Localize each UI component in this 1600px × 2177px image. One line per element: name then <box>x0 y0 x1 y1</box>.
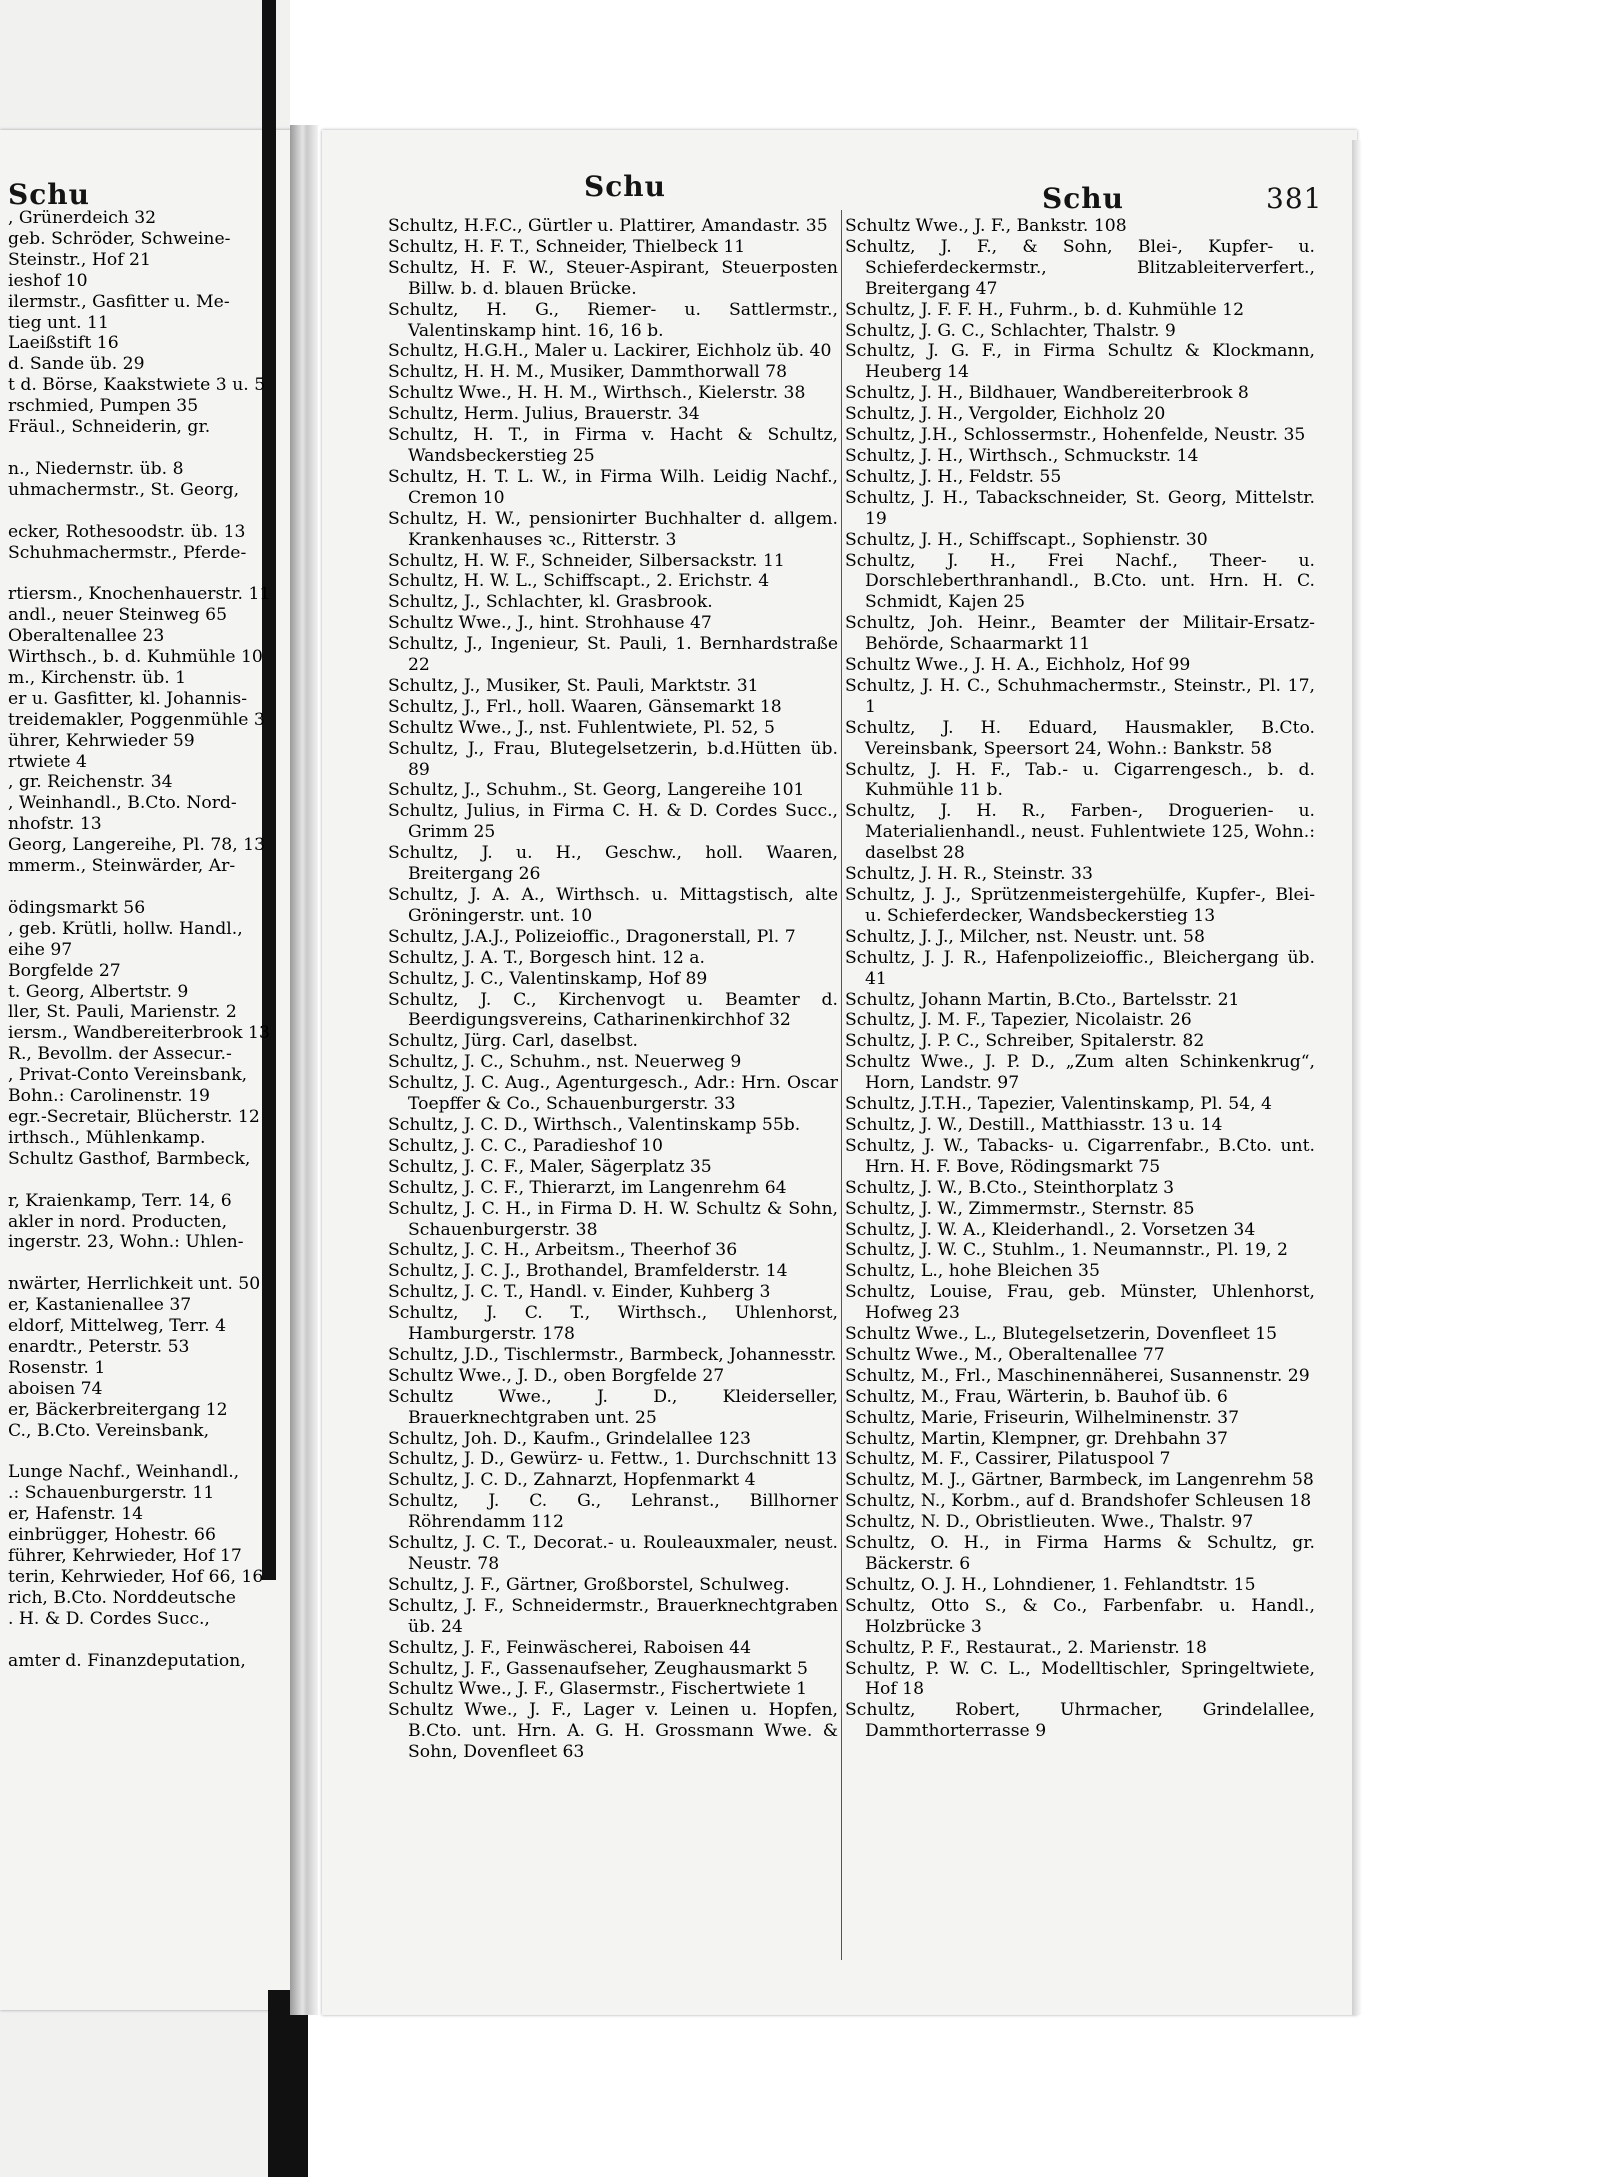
directory-entry: Schuhmachermstr., Pferde- <box>8 542 247 563</box>
directory-entry: d. Sande üb. 29 <box>8 354 145 375</box>
directory-entry: Schultz, J. F., Gassenaufseher, Zeughausmarkt 5 <box>388 1658 808 1679</box>
directory-entry: Schultz, J. C. T., Wirthsch., Uhlenhorst, Hamburgerstr. 178 <box>388 1303 838 1345</box>
directory-entry: mmerm., Steinwärder, Ar- <box>8 856 236 877</box>
directory-entry: ilermstr., Gasfitter u. Me- <box>8 291 230 312</box>
center-column-header: Schu <box>584 170 666 203</box>
directory-entry: Schultz Wwe., J., nst. Fuhlentwiete, Pl. 52, 5 <box>388 717 775 738</box>
directory-entry: Schultz, J. C. Aug., Agenturgesch., Adr.: Hrn. Oscar Toepffer & Co., Schauenburgerstr. 33 <box>388 1073 838 1115</box>
directory-entry: Schultz, J. F., Schneidermstr., Brauerknechtgraben üb. 24 <box>388 1595 838 1637</box>
directory-entry: Schultz, Martin, Klempner, gr. Drehbahn 37 <box>845 1428 1228 1449</box>
directory-entry: Schultz, M. F., Cassirer, Pilatuspool 7 <box>845 1449 1171 1470</box>
directory-entry: Schultz, J. G. C., Schlachter, Thalstr. 9 <box>845 320 1176 341</box>
directory-entry: Schultz, N., Korbm., auf d. Brandshofer Schleusen 18 <box>845 1491 1312 1512</box>
directory-entry: Schultz, Jürg. Carl, daselbst. <box>388 1031 638 1052</box>
directory-entry: geb. Schröder, Schweine- <box>8 228 231 249</box>
directory-entry: Schultz, J. F. F. H., Fuhrm., b. d. Kuhmühle 12 <box>845 299 1244 320</box>
directory-entry: Georg, Langereihe, Pl. 78, 13 <box>8 835 266 856</box>
directory-entry <box>8 438 300 459</box>
directory-entry: er, Hafenstr. 14 <box>8 1504 144 1525</box>
directory-entry: Schultz, Julius, in Firma C. H. & D. Cordes Succ., Grimm 25 <box>388 801 838 843</box>
directory-entry: Schultz, J.A.J., Polizeioffic., Dragonerstall, Pl. 7 <box>388 926 796 947</box>
directory-entry: Schultz, J. W. A., Kleiderhandl., 2. Vorsetzen 34 <box>845 1219 1256 1240</box>
directory-entry: Schultz, H. G., Riemer- u. Sattlermstr., Valentinskamp hint. 16, 16 b. <box>388 299 838 341</box>
directory-entry <box>8 1630 300 1651</box>
directory-entry: er, Bäckerbreitergang 12 <box>8 1399 228 1420</box>
directory-entry: Schultz, J., Schlachter, kl. Grasbrook. <box>388 592 713 613</box>
directory-entry: , geb. Krütli, hollw. Handl., <box>8 918 243 939</box>
directory-entry: Schultz, J. C. D., Zahnarzt, Hopfenmarkt 4 <box>388 1470 756 1491</box>
right-column <box>845 216 1315 1742</box>
column-divider <box>841 210 842 1960</box>
directory-entry: Schultz, Robert, Uhrmacher, Grindelallee, Dammthorterrasse 9 <box>845 1700 1315 1742</box>
directory-entry: ödingsmarkt 56 <box>8 897 146 918</box>
directory-entry: r, Kraienkamp, Terr. 14, 6 <box>8 1190 232 1211</box>
directory-entry: Schultz, J. W., Destill., Matthiasstr. 13 u. 14 <box>845 1114 1223 1135</box>
directory-entry: Schultz, Joh. D., Kaufm., Grindelallee 123 <box>388 1428 751 1449</box>
directory-entry: Schultz, J. A. T., Borgesch hint. 12 a. <box>388 947 705 968</box>
directory-entry: Schultz Wwe., J. F., Lager v. Leinen u. Hopfen, B.Cto. unt. Hrn. A. G. H. Grossmann Wwe. & Sohn, Dovenfleet 63 <box>388 1700 838 1763</box>
directory-entry: Schultz, J., Schuhm., St. Georg, Langereihe 101 <box>388 780 805 801</box>
directory-entry: enardtr., Peterstr. 53 <box>8 1336 190 1357</box>
book-spine-lower <box>268 1990 308 2177</box>
directory-entry: Schultz, H. W. F., Schneider, Silbersackstr. 11 <box>388 550 785 571</box>
directory-entry: Schultz, J. C. C., Paradieshof 10 <box>388 1135 663 1156</box>
directory-entry: Schultz, J. D., Gewürz- u. Fettw., 1. Durchschnitt 13 <box>388 1449 838 1470</box>
directory-entry: Schultz, H. W., pensionirter Buchhalter d. allgem. Krankenhauses ꝛc., Ritterstr. 3 <box>388 508 838 550</box>
directory-entry: Schultz, J. H., Frei Nachf., Theer- u. Dorschleberthranhandl., B.Cto. unt. Hrn. H. C. Schmidt, Kajen 25 <box>845 550 1315 613</box>
directory-entry: , gr. Reichenstr. 34 <box>8 772 173 793</box>
directory-entry: Schultz Wwe., J. H. A., Eichholz, Hof 99 <box>845 655 1191 676</box>
directory-entry: ührer, Kehrwieder 59 <box>8 730 195 751</box>
directory-entry <box>8 1170 300 1191</box>
directory-entry: Schultz, J. A. A., Wirthsch. u. Mittagstisch, alte Gröningerstr. unt. 10 <box>388 885 838 926</box>
middle-column <box>388 216 838 1763</box>
directory-entry: Schultz Wwe., J. P. D., „Zum alten Schinkenkrug“, Horn, Landstr. 97 <box>845 1052 1315 1094</box>
directory-entry: . H. & D. Cordes Succ., <box>8 1608 210 1629</box>
directory-entry: Schultz, L., hohe Bleichen 35 <box>845 1261 1100 1282</box>
directory-entry: er u. Gasfitter, kl. Johannis- <box>8 688 248 709</box>
directory-entry: iersm., Wandbereiterbrook 13 <box>8 1023 270 1044</box>
directory-entry: Schultz, J. H., Vergolder, Eichholz 20 <box>845 404 1166 425</box>
directory-entry: aboisen 74 <box>8 1378 103 1399</box>
directory-entry: Schultz, J., Frl., holl. Waaren, Gänsemarkt 18 <box>388 696 782 717</box>
directory-entry: rschmied, Pumpen 35 <box>8 396 199 417</box>
directory-entry: Schultz, J. C., Kirchenvogt u. Beamter d. Beerdigungsvereins, Catharinenkirchhof 32 <box>388 989 838 1031</box>
directory-entry: Schultz, J. C. T., Decorat.- u. Rouleauxmaler, neust. Neustr. 78 <box>388 1533 838 1574</box>
directory-entry: Schultz, J. C. T., Handl. v. Einder, Kuhberg 3 <box>388 1282 771 1303</box>
directory-entry: Schultz, J. H. R., Farben-, Droguerien- u. Materialienhandl., neust. Fuhlentwiete 125, Wohn.: daselbst 28 <box>845 801 1315 864</box>
directory-entry: Wirthsch., b. d. Kuhmühle 10 <box>8 647 263 668</box>
directory-entry: Schultz Wwe., J. F., Glasermstr., Fischertwiete 1 <box>388 1679 808 1700</box>
page-number: 381 <box>1266 182 1323 215</box>
directory-entry: Schultz, J.H., Schlossermstr., Hohenfelde, Neustr. 35 <box>845 425 1306 446</box>
left-page-column <box>8 208 300 1671</box>
directory-entry: Schultz, M., Frau, Wärterin, b. Bauhof üb. 6 <box>845 1386 1228 1407</box>
directory-entry: Schultz, J.T.H., Tapezier, Valentinskamp, Pl. 54, 4 <box>845 1094 1272 1115</box>
directory-entry: Schultz, J. C. F., Maler, Sägerplatz 35 <box>388 1156 712 1177</box>
directory-entry: Schultz, O. H., in Firma Harms & Schultz, gr. Bäckerstr. 6 <box>845 1533 1315 1574</box>
directory-entry: Schultz Wwe., J. D., Kleiderseller, Brauerknechtgraben unt. 25 <box>388 1386 838 1428</box>
directory-entry: Lunge Nachf., Weinhandl., <box>8 1462 240 1483</box>
directory-entry: Schultz, J. C. G., Lehranst., Billhorner Röhrendamm 112 <box>388 1491 838 1533</box>
directory-entry: Schultz, Marie, Friseurin, Wilhelminenstr. 37 <box>845 1407 1240 1428</box>
directory-entry <box>8 1253 300 1274</box>
directory-entry: Schultz, J. J., Sprützenmeistergehülfe, Kupfer-, Blei- u. Schieferdecker, Wandsbeckerstieg 13 <box>845 885 1315 926</box>
directory-entry: Schultz, H. T., in Firma v. Hacht & Schultz, Wandsbeckerstieg 25 <box>388 425 838 466</box>
directory-entry: Schultz, J. H. R., Steinstr. 33 <box>845 864 1093 885</box>
right-column-header: Schu <box>1042 182 1124 215</box>
directory-entry: Schultz, J.D., Tischlermstr., Barmbeck, Johannesstr. <box>388 1344 837 1365</box>
directory-entry: rich, B.Cto. Norddeutsche <box>8 1587 236 1608</box>
directory-entry: t d. Börse, Kaakstwiete 3 u. 5 <box>8 375 266 396</box>
directory-entry: andl., neuer Steinweg 65 <box>8 605 228 626</box>
directory-entry: C., B.Cto. Vereinsbank, <box>8 1420 210 1441</box>
directory-entry: Schultz, J. H., Tabackschneider, St. Georg, Mittelstr. 19 <box>845 487 1315 529</box>
directory-entry: Schultz Wwe., J., hint. Strohhause 47 <box>388 613 712 634</box>
directory-entry: terin, Kehrwieder, Hof 66, 16 <box>8 1566 264 1587</box>
directory-entry: Schultz Wwe., J. F., Bankstr. 108 <box>845 216 1127 236</box>
directory-entry: Schultz, Joh. Heinr., Beamter der Militair-Ersatz-Behörde, Schaarmarkt 11 <box>845 613 1315 655</box>
directory-entry: ieshof 10 <box>8 270 88 291</box>
directory-entry: R., Bevollm. der Assecur.- <box>8 1044 232 1065</box>
directory-entry: Schultz, J. F., Gärtner, Großborstel, Schulweg. <box>388 1574 790 1595</box>
directory-entry: Schultz, Otto S., & Co., Farbenfabr. u. Handl., Holzbrücke 3 <box>845 1595 1315 1637</box>
directory-entry: eihe 97 <box>8 939 73 960</box>
directory-entry: Schultz, J. F., Feinwäscherei, Raboisen 44 <box>388 1637 752 1658</box>
directory-entry: egr.-Secretair, Blücherstr. 12 <box>8 1106 260 1127</box>
directory-entry: Schultz, O. J. H., Lohndiener, 1. Fehlandtstr. 15 <box>845 1574 1256 1595</box>
page-edge-shadow <box>1352 140 1362 2015</box>
directory-entry: Schultz, J. W. C., Stuhlm., 1. Neumannstr., Pl. 19, 2 <box>845 1240 1288 1261</box>
directory-entry: Schultz, M. J., Gärtner, Barmbeck, im Langenrehm 58 <box>845 1470 1314 1491</box>
directory-entry: Schultz, J., Frau, Blutegelsetzerin, b.d.Hütten üb. 89 <box>388 738 838 780</box>
directory-entry: Oberaltenallee 23 <box>8 626 165 647</box>
directory-entry: Schultz, H. W. L., Schiffscapt., 2. Erichstr. 4 <box>388 571 770 592</box>
directory-entry: Schultz, J. C. F., Thierarzt, im Langenrehm 64 <box>388 1177 787 1198</box>
directory-entry: Laeißstift 16 <box>8 333 119 354</box>
directory-entry: Schultz Wwe., L., Blutegelsetzerin, Dovenfleet 15 <box>845 1324 1278 1345</box>
directory-entry: Schultz, M., Frl., Maschinennäherei, Susannenstr. 29 <box>845 1365 1310 1386</box>
directory-entry: Schultz, J. H. F., Tab.- u. Cigarrengesch., b. d. Kuhmühle 11 b. <box>845 759 1315 801</box>
directory-entry: einbrügger, Hohestr. 66 <box>8 1525 216 1546</box>
directory-entry: ingerstr. 23, Wohn.: Uhlen- <box>8 1232 244 1253</box>
directory-entry: Schultz, J. H. Eduard, Hausmakler, B.Cto. Vereinsbank, Speersort 24, Wohn.: Bankstr. 58 <box>845 717 1315 759</box>
directory-entry: , Weinhandl., B.Cto. Nord- <box>8 793 237 814</box>
directory-entry: Schultz, J. M. F., Tapezier, Nicolaistr. 26 <box>845 1010 1192 1031</box>
directory-entry: nhofstr. 13 <box>8 814 102 835</box>
directory-entry: Schultz, J. G. F., in Firma Schultz & Klockmann, Heuberg 14 <box>845 341 1315 383</box>
directory-entry: Schultz, Herm. Julius, Brauerstr. 34 <box>388 404 700 425</box>
directory-entry: Schultz, J. W., B.Cto., Steinthorplatz 3 <box>845 1177 1175 1198</box>
directory-entry: Schultz Wwe., M., Oberaltenallee 77 <box>845 1344 1165 1365</box>
directory-entry: treidemakler, Poggenmühle 3 <box>8 709 265 730</box>
directory-entry: führer, Kehrwieder, Hof 17 <box>8 1546 242 1566</box>
directory-entry: , Grünerdeich 32 <box>8 208 157 228</box>
directory-entry: Schultz, J. C. J., Brothandel, Bramfelderstr. 14 <box>388 1261 788 1282</box>
directory-entry: Schultz, J. C. D., Wirthsch., Valentinskamp 55b. <box>388 1114 801 1135</box>
directory-entry: Schultz, J. F., & Sohn, Blei-, Kupfer- u. Schieferdeckermstr., Blitzableiterverfert., Breitergang 47 <box>845 236 1315 299</box>
directory-entry: Schultz, J., Ingenieur, St. Pauli, 1. Bernhardstraße 22 <box>388 634 838 676</box>
directory-entry: Schultz, J. H., Schiffscapt., Sophienstr. 30 <box>845 529 1208 550</box>
directory-entry: Schultz, H.F.C., Gürtler u. Plattirer, Amandastr. 35 <box>388 216 828 236</box>
directory-entry: Schultz, J. C. H., in Firma D. H. W. Schultz & Sohn, Schauenburgerstr. 38 <box>388 1198 838 1240</box>
directory-entry: Schultz, J. W., Zimmermstr., Sternstr. 85 <box>845 1198 1195 1219</box>
directory-entry: Schultz, J., Musiker, St. Pauli, Marktstr. 31 <box>388 675 759 696</box>
directory-entry: Schultz, J. J. R., Hafenpolizeioffic., Bleichergang üb. 41 <box>845 947 1315 989</box>
directory-entry: rtiersm., Knochenhauerstr. 11 <box>8 584 271 605</box>
directory-entry: irthsch., Mühlenkamp. <box>8 1127 206 1148</box>
directory-entry: n., Niedernstr. üb. 8 <box>8 458 184 479</box>
directory-entry: Schultz, J. C. H., Arbeitsm., Theerhof 36 <box>388 1240 738 1261</box>
directory-entry: Schultz, J. H., Feldstr. 55 <box>845 466 1062 487</box>
directory-entry: rtwiete 4 <box>8 751 87 772</box>
directory-entry: Schultz, J. C., Valentinskamp, Hof 89 <box>388 968 708 989</box>
directory-entry <box>8 501 300 522</box>
directory-entry: ecker, Rothesoodstr. üb. 13 <box>8 521 246 542</box>
directory-entry: Schultz, P. F., Restaurat., 2. Marienstr. 18 <box>845 1637 1207 1658</box>
directory-entry: Rosenstr. 1 <box>8 1357 106 1378</box>
directory-entry: Schultz Wwe., H. H. M., Wirthsch., Kielerstr. 38 <box>388 383 806 404</box>
directory-entry: ller, St. Pauli, Marienstr. 2 <box>8 1002 237 1023</box>
directory-entry <box>8 1441 300 1462</box>
directory-entry: Schultz, Johann Martin, B.Cto., Bartelsstr. 21 <box>845 989 1240 1010</box>
directory-entry: Schultz, H.G.H., Maler u. Lackirer, Eichholz üb. 40 <box>388 341 832 362</box>
directory-entry: amter d. Finanzdeputation, <box>8 1650 246 1671</box>
directory-entry: eldorf, Mittelweg, Terr. 4 <box>8 1316 227 1337</box>
directory-entry: Schultz, Louise, Frau, geb. Münster, Uhlenhorst, Hofweg 23 <box>845 1282 1315 1324</box>
directory-entry: nwärter, Herrlichkeit unt. 50 <box>8 1274 261 1295</box>
directory-entry: Schultz, H. F. W., Steuer-Aspirant, Steuerposten Billw. b. d. blauen Brücke. <box>388 257 838 299</box>
directory-entry: er, Kastanienallee 37 <box>8 1295 192 1316</box>
directory-entry: uhmachermstr., St. Georg, <box>8 479 240 500</box>
directory-entry: Schultz, P. W. C. L., Modelltischler, Springeltwiete, Hof 18 <box>845 1658 1315 1700</box>
directory-entry: Steinstr., Hof 21 <box>8 249 151 270</box>
directory-entry: Schultz, H. F. T., Schneider, Thielbeck 11 <box>388 236 746 257</box>
directory-entry: Schultz Gasthof, Barmbeck, <box>8 1148 251 1169</box>
directory-entry: m., Kirchenstr. üb. 1 <box>8 667 187 688</box>
directory-entry: akler in nord. Producten, <box>8 1211 228 1232</box>
directory-entry: Borgfelde 27 <box>8 960 121 981</box>
directory-entry: , Privat-Conto Vereinsbank, <box>8 1065 248 1086</box>
directory-entry: tieg unt. 11 <box>8 312 109 333</box>
directory-entry: Schultz, H. T. L. W., in Firma Wilh. Leidig Nachf., Cremon 10 <box>388 466 838 508</box>
directory-entry <box>8 563 300 584</box>
directory-entry <box>8 877 300 898</box>
directory-entry: Schultz, J. u. H., Geschw., holl. Waaren, Breitergang 26 <box>388 843 838 885</box>
directory-entry: Schultz Wwe., J. D., oben Borgfelde 27 <box>388 1365 725 1386</box>
directory-entry: Schultz, J. H. C., Schuhmachermstr., Steinstr., Pl. 17, 1 <box>845 675 1315 717</box>
directory-entry: .: Schauenburgerstr. 11 <box>8 1483 215 1504</box>
directory-entry: Fräul., Schneiderin, gr. <box>8 417 211 438</box>
directory-entry: Schultz, H. H. M., Musiker, Dammthorwall 78 <box>388 362 788 383</box>
directory-entry: Bohn.: Carolinenstr. 19 <box>8 1086 210 1107</box>
directory-entry: Schultz, J. P. C., Schreiber, Spitalerstr. 82 <box>845 1031 1205 1052</box>
directory-entry: t. Georg, Albertstr. 9 <box>8 981 189 1002</box>
directory-entry: Schultz, J. H., Bildhauer, Wandbereiterbrook 8 <box>845 383 1249 404</box>
left-page-header: Schu <box>8 178 90 211</box>
directory-entry: Schultz, J. C., Schuhm., nst. Neuerweg 9 <box>388 1052 742 1073</box>
directory-entry: Schultz, J. W., Tabacks- u. Cigarrenfabr., B.Cto. unt. Hrn. H. F. Bove, Rödingsmarkt 75 <box>845 1135 1315 1177</box>
directory-entry: Schultz, N. D., Obristlieuten. Wwe., Thalstr. 97 <box>845 1512 1254 1533</box>
directory-entry: Schultz, J. J., Milcher, nst. Neustr. unt. 58 <box>845 926 1205 947</box>
directory-entry: Schultz, J. H., Wirthsch., Schmuckstr. 14 <box>845 445 1199 466</box>
